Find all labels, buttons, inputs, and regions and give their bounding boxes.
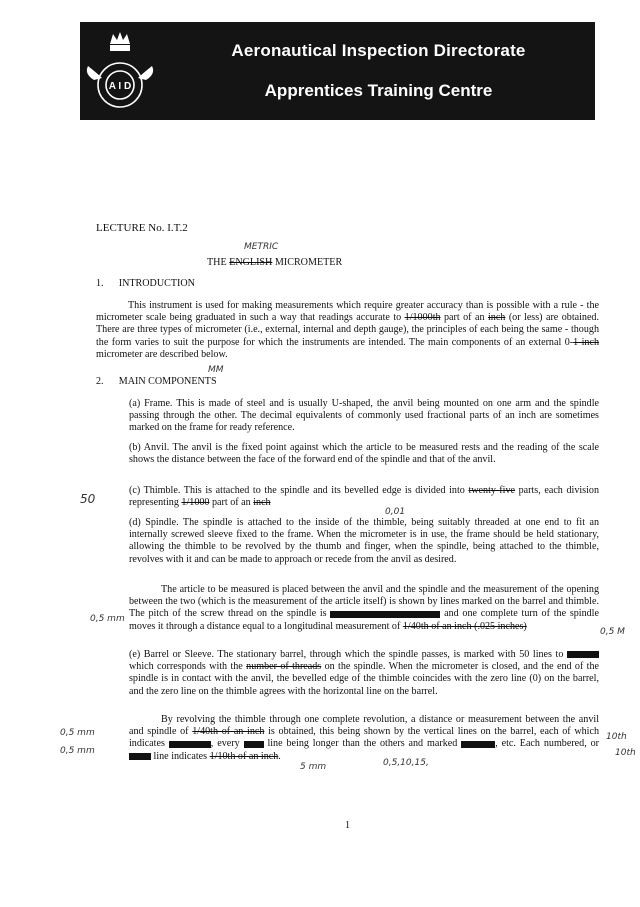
intro-paragraph: This instrument is used for making measurements which require greater accuracy than is possible with a rule - the micrometer scale being graduated in such a way that readings accurate to 1/1000th part of an inch (or less) are obtained. There are three types of micrometer (i.e., external, internal and depth gauge), the principles of each being the same - though the form varies to suit the purpose for which the instruments are intended. The main components of an external 0-1 inch micrometer are described below. (96, 300, 600, 360)
handwritten-0-5mm-b: 0,5 mm (60, 746, 95, 756)
redaction-bar (461, 741, 495, 748)
svg-text:A I D: A I D (108, 81, 132, 92)
redaction-bar (169, 741, 211, 748)
section-2-heading: 2. MAIN COMPONENTS (96, 376, 217, 387)
lecture-number: LECTURE No. I.T.2 (96, 222, 188, 234)
page-number: 1 (345, 820, 351, 831)
section-1-heading: 1. INTRODUCTION (96, 278, 195, 289)
handwritten-0-5mm-a: 0,5 mm (60, 728, 95, 738)
redaction-bar (567, 651, 599, 658)
handwritten-50: 50 (80, 492, 96, 506)
aid-badge-logo (80, 22, 162, 120)
handwritten-0-5m-right: 0,5 M (600, 627, 625, 637)
redaction-bar (244, 741, 264, 748)
redaction-bar (129, 753, 151, 760)
handwritten-mm: MM (208, 365, 224, 375)
handwritten-0-5mm-left: 0,5 mm (90, 614, 125, 624)
handwritten-metric: METRIC (244, 242, 279, 252)
document-title: THE ENGLISH MICROMETER (207, 257, 343, 268)
revolution-paragraph: By revolving the thimble through one complete revolution, a distance or measurement between the anvil and spindle of 1/40th of an inch is obtained, this being shown by the vertical lines on the barrel, each of which indicates , every line being longer than the others and marked , etc. Each numbered, or line indicates 1/10th of an inch. (129, 714, 600, 762)
directorate-title: Aeronautical Inspection Directorate (231, 41, 526, 60)
handwritten-10th-b: 10th (615, 748, 636, 758)
handwritten-0-01: 0,01 (385, 507, 406, 517)
component-thimble: (c) Thimble. This is attached to the spindle and its bevelled edge is divided into twenty-five parts, each division representing 1/1000 part of an inch (129, 485, 599, 509)
handwritten-5mm: 5 mm (300, 762, 327, 772)
component-anvil: (b) Anvil. The anvil is the fixed point against which the article to be measured rests and the reading of the scale shows the distance between the face of the forward end of the spindle and that of the anvil. (129, 442, 599, 466)
handwritten-scale-values: 0,5,10,15, (383, 758, 429, 768)
article-paragraph: The article to be measured is placed between the anvil and the spindle and the measurement of the opening between the two (which is the measurement of the article itself) is shown by lines marked on the barrel and thimble. The pitch of the screw thread on the spindle is and one complete turn of the spindle moves it through a distance equal to a longitudinal measurement of 1/40th of an inch (.025 inches) (129, 584, 599, 632)
component-frame: (a) Frame. This is made of steel and is usually U-shaped, the anvil being mounted on one arm and the spindle passing through the other. The decimal equivalents of commonly used fractional parts of an inch are sometimes marked on the frame for ready reference. (129, 398, 599, 434)
component-spindle: (d) Spindle. The spindle is attached to the inside of the thimble, being suitably threaded at one end to fit an internally screwed sleeve fixed to the frame. When the micrometer is in use, the frame should be held stationary, allowing the thimble to be revolved by the thumb and finger, when the spindle, being attached to the thimble, revolves with it and can be made to approach or recede from the anvil as desired. (129, 517, 599, 565)
header-banner (80, 22, 595, 120)
component-barrel: (e) Barrel or Sleeve. The stationary barrel, through which the spindle passes, is marked with 50 lines to which corresponds with the number of threads on the spindle. When the micrometer is closed, and the end of the spindle is in contact with the anvil, the bevelled edge of the thimble coincides with the zero line (0) on the barrel, and the zero line on the thimble agrees with the horizontal line on the barrel. (129, 649, 599, 697)
redaction-bar (330, 611, 440, 618)
training-centre-title: Apprentices Training Centre (264, 81, 493, 100)
handwritten-10th-a: 10th (606, 732, 627, 742)
